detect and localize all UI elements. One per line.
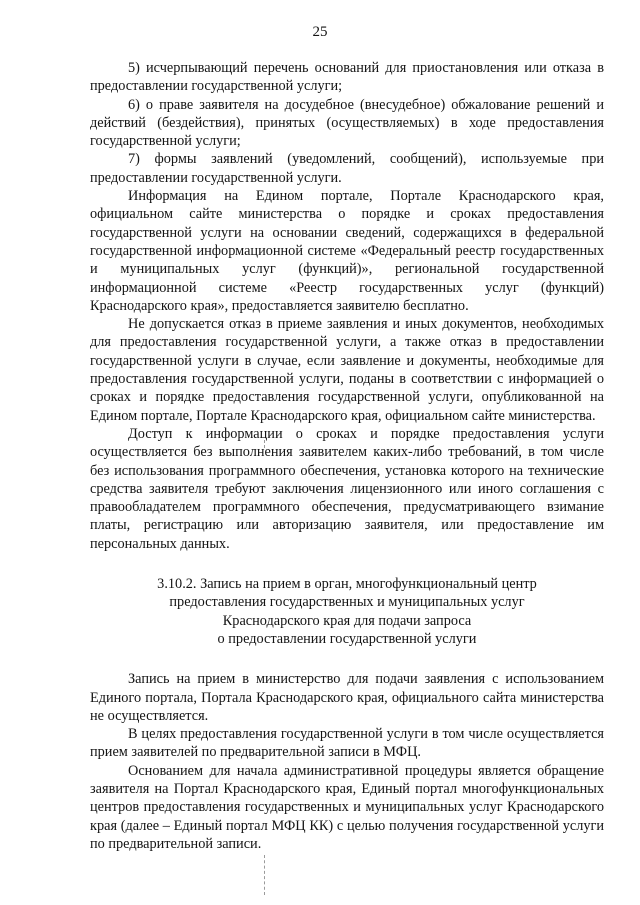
list-item-6: 6) о праве заявителя на досудебное (внесудебное) обжалование решений и действий (бездействия), принятых (осуществляемых) в ходе предоставления государственной услуги; (90, 96, 604, 150)
paragraph-information: Информация на Едином портале, Портале Краснодарского края, официальном сайте министерства о порядке и сроках предоставления государственной услуги на основании сведений, содержащихся в федеральной государственной информационной системе «Федеральный реестр государственных и муниципальных услуг (функций)», региональной государственной информационной системе «Реестр государственных услуг (функций) Краснодарского края», предоставляется заявителю бесплатно. (90, 188, 604, 314)
paragraph-refusal: Не допускается отказ в приеме заявления и иных документов, необходимых для предоставления государственной услуги, а также отказ в предоставлении государственной услуги в случае, если заявление и документы, необходимые для предоставления государственной услуги, поданы в соответствии с информацией о сроках и порядке предоставления государственной услуги, опубликованной на Едином портале, Портале Краснодарского края, официальном сайте министерства. (90, 316, 604, 424)
scan-fold-mark (264, 855, 266, 895)
heading-line: предоставления государственных и муниципальных услуг (169, 594, 525, 611)
paragraph-access: Доступ к информации о сроках и порядке предоставления услуги осуществляется без выполнения заявителем каких-либо требований, в том числе без использования программного обеспечения, установка которого на технические средства заявителя требуют заключения лицензионного или иного соглашения с правообладателем программного обеспечения, предусматривающего взимание платы, регистрацию или авторизацию заявителя, или предоставление им персональных данных. (90, 425, 604, 552)
heading-line: 3.10.2. Запись на прием в орган, многофункциональный центр (157, 576, 537, 593)
heading-line: о предоставлении государственной услуги (217, 630, 477, 647)
document-body (90, 59, 604, 853)
heading-line: Краснодарского края для подачи запроса (222, 612, 472, 629)
section-heading (90, 575, 604, 648)
list-item-5: 5) исчерпывающий перечень оснований для приостановления или отказа в предоставлении государственной услуги; (90, 60, 604, 95)
list-item-7: 7) формы заявлений (уведомлений, сообщений), используемые при предоставлении государственной услуги. (90, 151, 604, 186)
page-number: 25 (312, 24, 328, 40)
paragraph-appointment: Запись на прием в министерство для подачи заявления с использованием Единого портала, Портала Краснодарского края, официального сайта министерства не осуществляется. (90, 671, 604, 724)
paragraph-mfc: В целях предоставления государственной услуги в том числе осуществляется прием заявителей по предварительной записи в МФЦ. (90, 726, 604, 761)
paragraph-basis: Основанием для начала административной процедуры является обращение заявителя на Портал Краснодарского края, Единый портал многофункциональных центров предоставления государственных и муниципальных услуг Краснодарского края (далее – Единый портал МФЦ КК) с целью получения государственной услуги по предварительной записи. (90, 762, 604, 852)
